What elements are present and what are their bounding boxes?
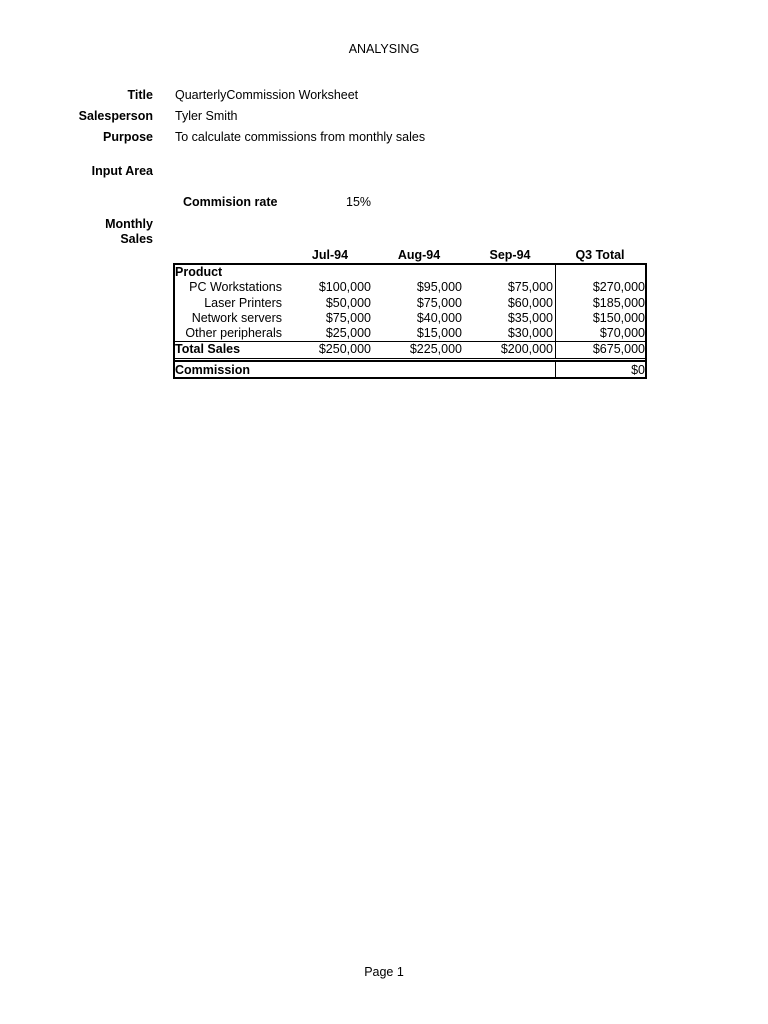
table-cell[interactable]: $95,000 [416, 280, 462, 294]
commission-top-rule [175, 361, 645, 362]
table-cell[interactable]: $185,000 [592, 296, 645, 310]
sales-table [173, 263, 647, 379]
table-cell[interactable]: $75,000 [507, 280, 553, 294]
commission-label: Commission [175, 363, 251, 377]
row-name-network-servers: Network servers [191, 311, 282, 325]
table-cell[interactable]: $30,000 [507, 326, 553, 340]
table-cell[interactable]: $150,000 [592, 311, 645, 325]
title-label: Title [127, 88, 153, 102]
salesperson-value: Tyler Smith [175, 109, 238, 123]
column-header-aug: Aug-94 [397, 248, 441, 262]
input-area-label: Input Area [91, 164, 153, 178]
table-cell[interactable]: $75,000 [416, 296, 462, 310]
row-name-other-peripherals: Other peripherals [185, 326, 282, 340]
table-cell: $225,000 [409, 342, 462, 356]
table-cell[interactable]: $70,000 [599, 326, 645, 340]
row-name-pc-workstations: PC Workstations [189, 280, 282, 294]
column-header-jul: Jul-94 [311, 248, 349, 262]
column-header-sep: Sep-94 [489, 248, 531, 262]
title-value: QuarterlyCommission Worksheet [175, 88, 359, 102]
salesperson-label: Salesperson [78, 109, 153, 123]
table-cell[interactable]: $60,000 [507, 296, 553, 310]
purpose-value: To calculate commissions from monthly sales [175, 130, 426, 144]
monthly-sales-line1: Monthly [105, 217, 153, 231]
table-cell[interactable]: $75,000 [325, 311, 371, 325]
sheet-header: ANALYSING [348, 42, 420, 56]
table-cell[interactable]: $270,000 [592, 280, 645, 294]
page-number: Page 1 [364, 965, 404, 979]
table-cell[interactable]: $25,000 [325, 326, 371, 340]
table-cell[interactable]: $40,000 [416, 311, 462, 325]
table-cell[interactable]: $100,000 [318, 280, 371, 294]
table-cell: $200,000 [500, 342, 553, 356]
commission-rate-label: Commision rate [183, 195, 278, 209]
column-header-q3-total: Q3 Total [575, 248, 625, 262]
monthly-sales-line2: Sales [120, 232, 153, 246]
total-sales-label: Total Sales [175, 342, 241, 356]
commission-rate-value[interactable]: 15% [346, 195, 372, 209]
monthly-sales-label [60, 217, 153, 247]
table-cell: $250,000 [318, 342, 371, 356]
row-name-laser-printers: Laser Printers [204, 296, 282, 310]
commission-value: $0 [631, 363, 645, 377]
product-header: Product [175, 265, 223, 279]
purpose-label: Purpose [102, 130, 153, 144]
table-cell[interactable]: $15,000 [416, 326, 462, 340]
table-cell[interactable]: $35,000 [507, 311, 553, 325]
table-cell[interactable]: $50,000 [325, 296, 371, 310]
table-cell: $675,000 [592, 342, 645, 356]
